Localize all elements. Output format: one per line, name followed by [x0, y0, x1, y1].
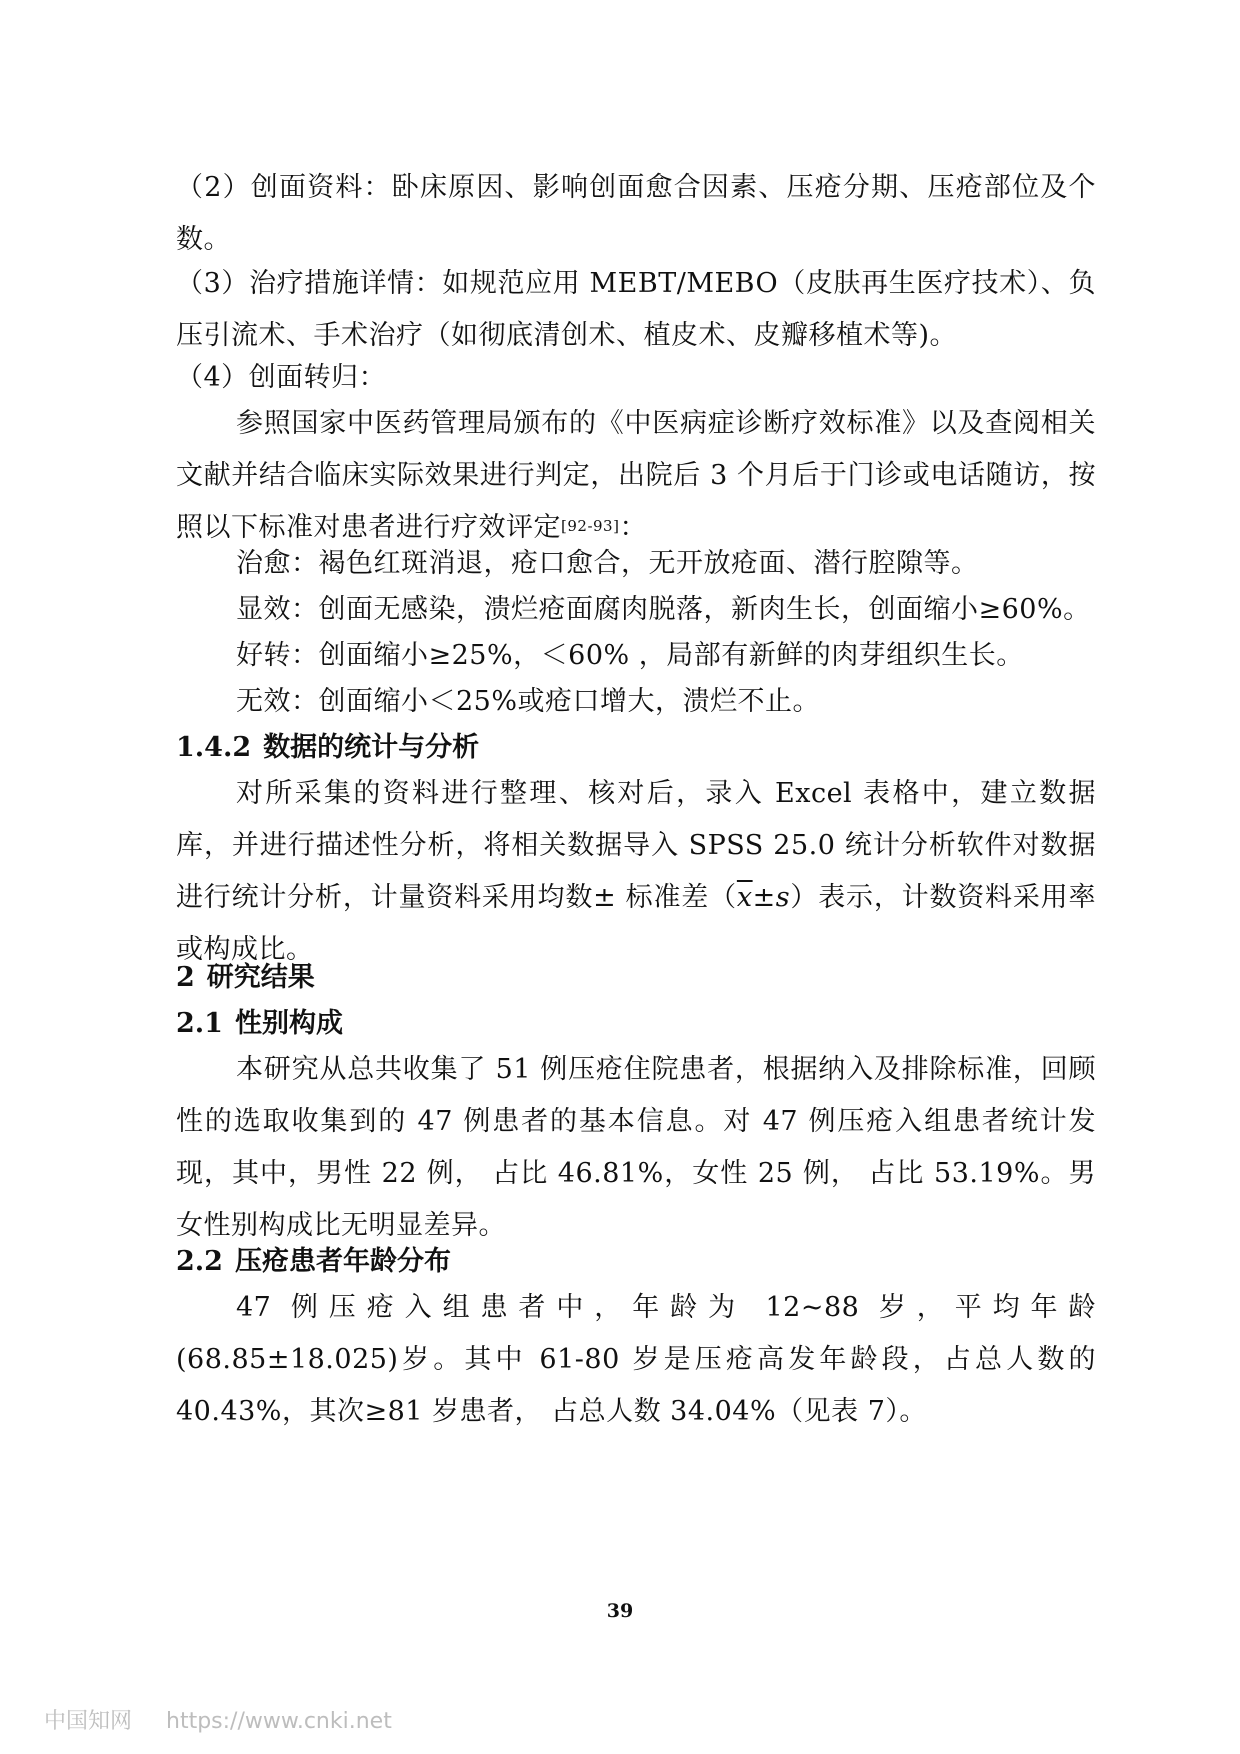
footer-brand: 中国知网 [44, 1709, 133, 1734]
sd-symbol: s [775, 882, 791, 913]
outcome-intro-tail: ： [619, 512, 647, 543]
criterion-cured: 治愈：褐色红斑消退，疮口愈合，无开放疮面、潜行腔隙等。 [236, 548, 979, 579]
section-heading-1-4-2 [176, 722, 479, 774]
section-heading-2 [176, 952, 315, 1004]
criterion-improved: 好转：创面缩小≥25%，＜60% ，局部有新鲜的肉芽组织生长。 [236, 640, 1024, 671]
paragraph-treatment: （3）治疗措施详情：如规范应用 MEBT/MEBO（皮肤再生医疗技术）、负压引流术、手术治疗（如彻底清创术、植皮术、皮瓣移植术等)。 [176, 268, 1096, 351]
citation-92-93[interactable]: [92-93] [561, 517, 620, 535]
section-number: 2.1 [176, 1008, 223, 1039]
criterion-ineffective: 无效：创面缩小＜25%或疮口增大，溃烂不止。 [236, 686, 821, 717]
section-heading-2-1 [176, 998, 343, 1050]
statistics-text-b: ）表示，计数资料采用率或构成比。 [176, 882, 1096, 965]
section-title: 压疮患者年龄分布 [234, 1246, 451, 1277]
footer-url[interactable]: https://www.cnki.net [166, 1709, 392, 1734]
section-title: 研究结果 [206, 962, 315, 993]
paragraph-age: 47 例压疮入组患者中，年龄为 12~88 岁，平均年龄(68.85±18.025)岁。其中 61-80 岁是压疮高发年龄段，占总人数的 40.43%，其次≥81 岁患者， 占总人数 34.04%（见表 7）。 [176, 1292, 1096, 1427]
paragraph-outcome-label: （4）创面转归： [176, 362, 387, 393]
criterion-marked-effect: 显效：创面无感染，溃烂疮面腐肉脱落，新肉生长，创面缩小≥60%。 [236, 594, 1091, 625]
section-title: 性别构成 [234, 1008, 343, 1039]
page-number: 39 [606, 1600, 634, 1622]
section-number: 2.2 [176, 1246, 223, 1277]
paragraph-outcome-intro [176, 398, 1096, 554]
plus-minus-symbol: ± [752, 882, 776, 913]
section-title: 数据的统计与分析 [263, 732, 480, 763]
outcome-intro-text: 参照国家中医药管理局颁布的《中医病症诊断疗效标准》以及查阅相关文献并结合临床实际效果进行判定，出院后 3 个月后于门诊或电话随访，按照以下标准对患者进行疗效评定 [176, 408, 1096, 543]
paragraph-statistics [176, 768, 1096, 976]
statistics-text-a: 对所采集的资料进行整理、核对后，录入 Excel 表格中，建立数据库，并进行描述性分析，将相关数据导入 SPSS 25.0 统计分析软件对数据进行统计分析，计量资料采用均数± 标准差（ [176, 778, 1096, 913]
paragraph-wound-data: （2）创面资料：卧床原因、影响创面愈合因素、压疮分期、压疮部位及个数。 [176, 172, 1096, 255]
paragraph-gender: 本研究从总共收集了 51 例压疮住院患者，根据纳入及排除标准，回顾性的选取收集到的 47 例患者的基本信息。对 47 例压疮入组患者统计发现，其中，男性 22 例， 占比 46.81%，女性 25 例， 占比 53.19%。男女性别构成比无明显差异。 [176, 1054, 1096, 1241]
section-number: 2 [176, 962, 195, 993]
mean-symbol: $\overline{x}$ [736, 882, 753, 913]
section-heading-2-2 [176, 1236, 451, 1288]
section-number: 1.4.2 [176, 732, 252, 763]
watermark-footer [44, 1704, 392, 1735]
